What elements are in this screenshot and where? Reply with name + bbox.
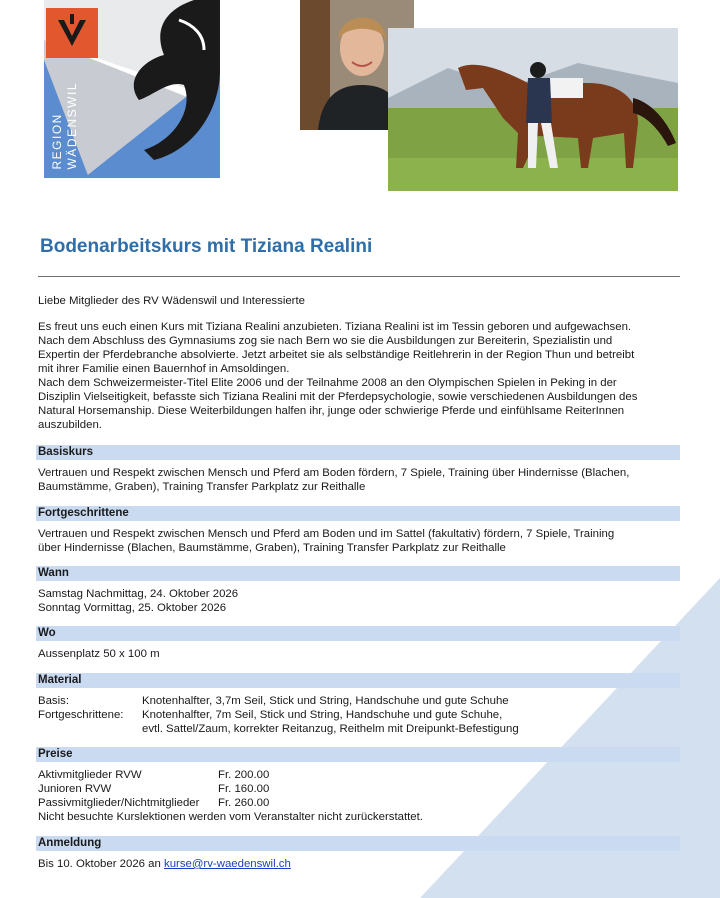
price-value: Fr. 200.00 (218, 769, 270, 781)
intro-line: Nach dem Schweizermeister-Titel Elite 2006 und der Teilnahme 2008 an den Olympischen Spielen in Peking in der (38, 377, 617, 389)
club-logo (44, 0, 220, 178)
page-title: Bodenarbeitskurs mit Tiziana Realini (40, 236, 373, 257)
logo-text-region: REGION (50, 113, 64, 170)
registration-email-link[interactable]: kurse@rv-waedenswil.ch (164, 858, 291, 870)
section-line: Sonntag Vormittag, 25. Oktober 2026 (38, 602, 227, 614)
price-label: Junioren RVW (38, 783, 112, 795)
section-heading: Wann (36, 566, 680, 581)
section-preise (36, 747, 680, 824)
price-value: Fr. 160.00 (218, 783, 270, 795)
section-heading: Material (36, 673, 680, 688)
section-body (36, 581, 680, 615)
price-label: Passivmitglieder/Nichtmitglieder (38, 797, 200, 809)
material-label: Basis: (38, 695, 70, 707)
section-material (36, 673, 680, 736)
section-heading: Wo (36, 626, 680, 641)
material-label (38, 722, 142, 736)
section-line: Aussenplatz 50 x 100 m (38, 648, 160, 660)
intro-line: mit ihrer Familie einen Bauernhof in Amsoldingen. (38, 363, 290, 375)
intro-line: Es freut uns euch einen Kurs mit Tiziana Realini anzubieten. Tiziana Realini ist im Tessin geboren und aufgewachsen. (38, 321, 632, 333)
registration-deadline: Bis 10. Oktober 2026 an (38, 858, 165, 870)
greeting: Liebe Mitglieder des RV Wädenswil und Interessierte (38, 295, 305, 307)
logo-text-waedenswil: WÄDENSWIL (65, 82, 79, 170)
section-anmeldung (36, 836, 680, 871)
title-divider (38, 276, 680, 277)
section-wo (36, 626, 680, 661)
logo-text (50, 82, 80, 170)
section-body (36, 762, 680, 824)
section-heading: Preise (36, 747, 680, 762)
section-body (36, 641, 680, 661)
section-heading: Fortgeschrittene (36, 506, 680, 521)
section-heading: Basiskurs (36, 445, 680, 460)
material-table (36, 688, 680, 736)
section-body (36, 851, 680, 871)
section-fortgeschrittene (36, 506, 680, 555)
intro-line: Natural Horsemanship. Diese Weiterbildungen halfen ihr, junge oder schwierige Pferde und einfühlsame ReiterInnen (38, 405, 625, 417)
intro-line: Disziplin Vielseitigkeit, befasste sich Tiziana Realini mit der Pferdepsychologie, sowie verschiedenen Ausbildungen des (38, 391, 638, 403)
section-line: Baumstämme, Graben), Training Transfer Parkplatz zur Reithalle (38, 481, 366, 493)
section-line: Samstag Nachmittag, 24. Oktober 2026 (38, 588, 239, 600)
horse-photo (388, 28, 678, 191)
section-line: über Hindernisse (Blachen, Baumstämme, Graben), Training Transfer Parkplatz zur Reithalle (38, 542, 506, 554)
material-value: Knotenhalfter, 3,7m Seil, Stick und String, Handschuhe und gute Schuhe (142, 695, 509, 707)
intro-line: Nach dem Abschluss des Gymnasiums zog sie nach Bern wo sie die Ausbildungen zur Bereiterin, Spezialistin und (38, 335, 613, 347)
section-heading: Anmeldung (36, 836, 680, 851)
section-basiskurs (36, 445, 680, 494)
section-line: Vertrauen und Respekt zwischen Mensch und Pferd am Boden und im Sattel (fakultativ) fördern, 7 Spiele, Training (38, 528, 615, 540)
material-value: evtl. Sattel/Zaum, korrekter Reitanzug, Reithelm mit Dreipunkt-Befestigung (142, 723, 519, 735)
material-value: Knotenhalfter, 7m Seil, Stick und String, Handschuhe und gute Schuhe, (142, 709, 503, 721)
intro-line: Expertin der Pferdebranche absolvierte. Jetzt arbeitet sie als selbständige Reitlehrerin in der Region Thun und betreibt (38, 349, 635, 361)
price-table (38, 768, 368, 810)
section-body (36, 521, 680, 555)
refund-note: Nicht besuchte Kurslektionen werden vom Veranstalter nicht zurückerstattet. (38, 811, 423, 823)
section-line: Vertrauen und Respekt zwischen Mensch und Pferd am Boden fördern, 7 Spiele, Training über Hindernisse (Blachen, (38, 467, 630, 479)
price-value: Fr. 260.00 (218, 797, 270, 809)
material-label: Fortgeschrittene: (38, 709, 124, 721)
section-body (36, 460, 680, 494)
section-wann (36, 566, 680, 615)
price-label: Aktivmitglieder RVW (38, 769, 142, 781)
intro-paragraph (38, 320, 680, 432)
intro-line: auszubilden. (38, 419, 102, 431)
